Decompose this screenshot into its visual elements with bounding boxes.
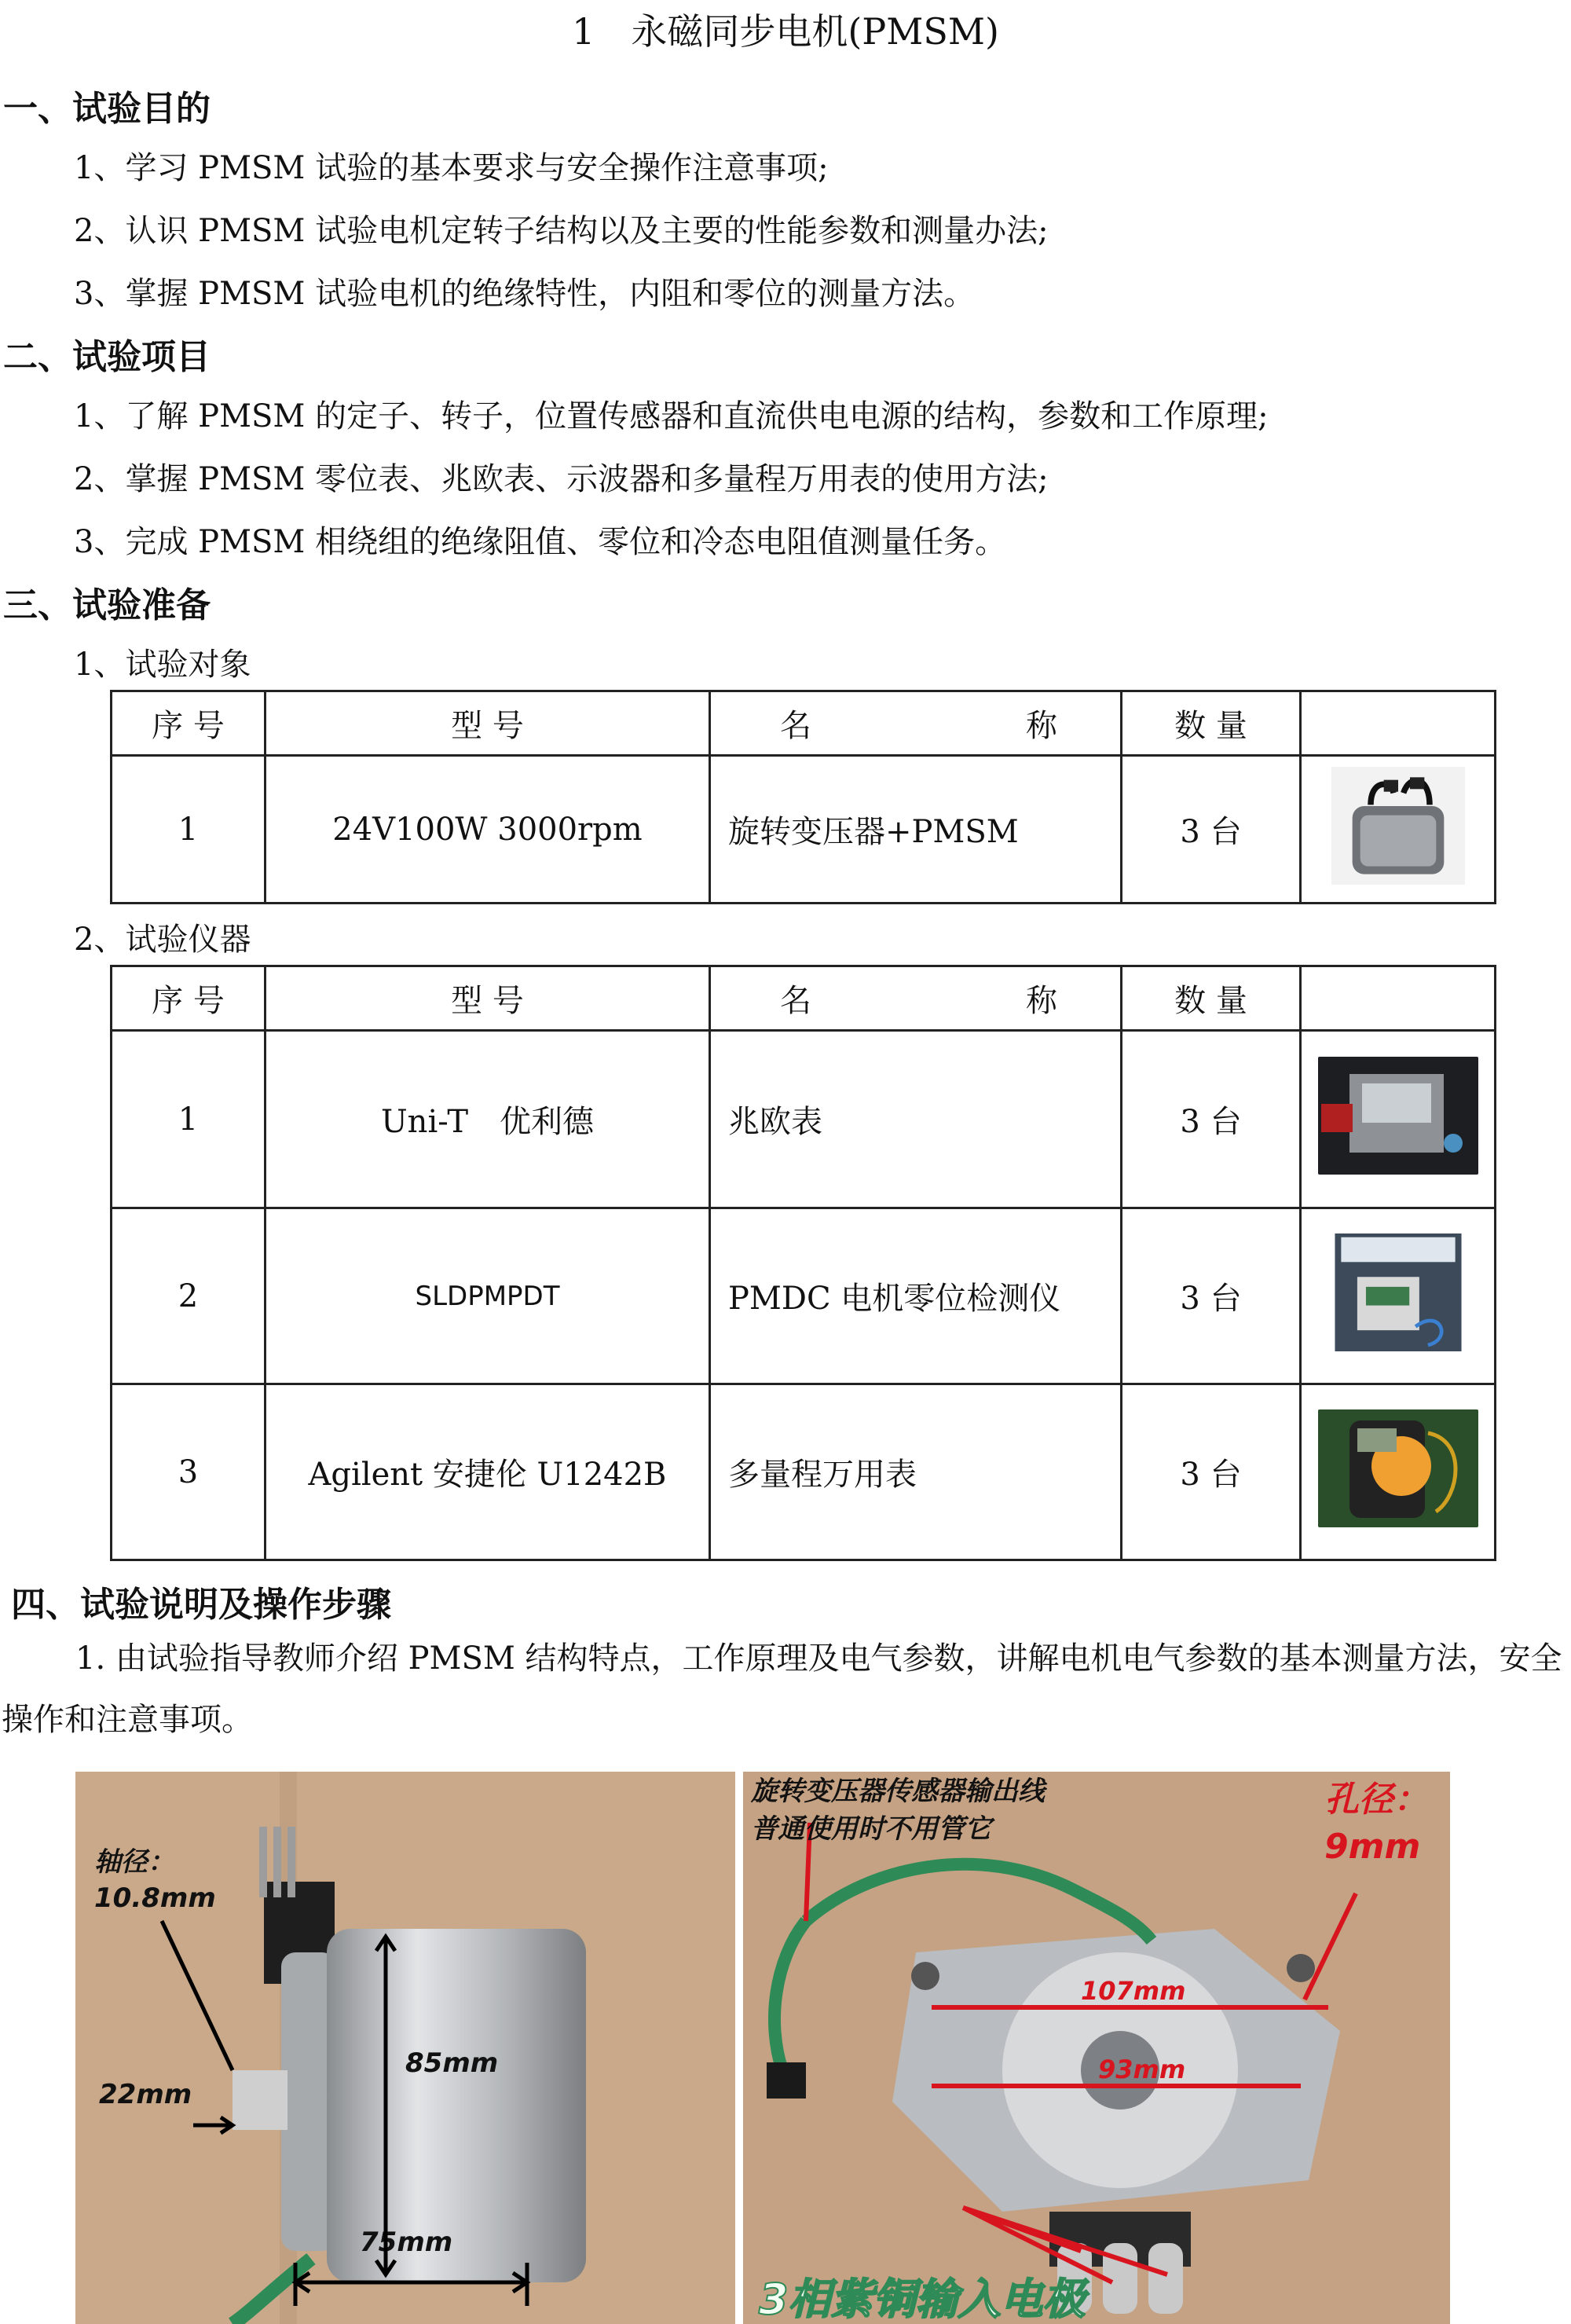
row-name: 多量程万用表 (710, 1384, 1122, 1560)
heading-objective: 一、试验目的 (3, 89, 211, 129)
motor-side-photo (75, 1772, 735, 2324)
row-index: 1 (112, 1031, 265, 1208)
project-item-1: 1、了解 PMSM 的定子、转子，位置传感器和直流供电电源的结构，参数和工作原理; (74, 398, 1269, 434)
row-qty: 3 台 (1122, 1208, 1301, 1384)
row-image (1301, 1031, 1496, 1208)
hole-diameter-value: 9mm (1324, 1827, 1421, 1867)
header-qty: 数 量 (1122, 691, 1301, 756)
header-model: 型 号 (265, 966, 710, 1031)
table-header-row (112, 691, 1496, 756)
project-item-3: 3、完成 PMSM 相绕组的绝缘阻值、零位和冷态电阻值测量任务。 (74, 524, 1007, 560)
header-image (1301, 691, 1496, 756)
table-row (112, 1208, 1496, 1384)
row-model: SLDPMPDT (265, 1208, 710, 1384)
row-index: 3 (112, 1384, 265, 1560)
header-index: 序 号 (112, 966, 265, 1031)
header-model: 型 号 (265, 691, 710, 756)
sensor-note-line-2: 普通使用时不用管它 (751, 1813, 991, 1845)
row-image (1301, 1208, 1496, 1384)
table-row (112, 756, 1496, 904)
row-image (1301, 1384, 1496, 1560)
row-qty: 3 台 (1122, 1031, 1301, 1208)
objective-item-3: 3、掌握 PMSM 试验电机的绝缘特性，内阻和零位的测量方法。 (74, 276, 976, 312)
hole-diameter-label: 孔径： (1324, 1780, 1428, 1820)
table-row (112, 1384, 1496, 1560)
heading-items: 二、试验项目 (3, 337, 211, 377)
motor-front-photo (743, 1772, 1450, 2324)
row-name: 旋转变压器+PMSM (710, 756, 1122, 904)
objective-item-2: 2、认识 PMSM 试验电机定转子结构以及主要的性能参数和测量办法; (74, 213, 1049, 249)
header-qty: 数 量 (1122, 966, 1301, 1031)
objective-item-1: 1、学习 PMSM 试验的基本要求与安全操作注意事项; (74, 150, 829, 186)
shaft-diameter-label: 轴径： (94, 1846, 174, 1878)
heading-preparation: 三、试验准备 (3, 585, 211, 625)
motor-photo-thumbnail (1318, 767, 1478, 885)
row-image (1301, 756, 1496, 904)
object-table (110, 690, 1496, 904)
page-title: 1 永磁同步电机(PMSM) (572, 10, 999, 53)
header-name: 名 称 (710, 966, 1122, 1031)
row-index: 1 (112, 756, 265, 904)
row-qty: 3 台 (1122, 1384, 1301, 1560)
shaft-diameter-value: 10.8mm (94, 1882, 216, 1914)
row-model: 24V100W 3000rpm (265, 756, 710, 904)
body-length-label: 75mm (360, 2227, 453, 2258)
row-model: Uni-T 优利德 (265, 1031, 710, 1208)
row-model: Agilent 安捷伦 U1242B (265, 1384, 710, 1560)
project-item-2: 2、掌握 PMSM 零位表、兆欧表、示波器和多量程万用表的使用方法; (74, 461, 1049, 497)
sensor-plug (767, 2062, 806, 2099)
header-image (1301, 966, 1496, 1031)
electrode-caption: 3相紫铜输入电极 (759, 2275, 1086, 2324)
zero-position-tester-thumbnail (1318, 1233, 1478, 1351)
table-row (112, 1031, 1496, 1208)
row-name: 兆欧表 (710, 1031, 1122, 1208)
instrument-table (110, 965, 1496, 1561)
row-index: 2 (112, 1208, 265, 1384)
subheading-objects: 1、试验对象 (74, 647, 251, 683)
megohmmeter-photo-thumbnail (1318, 1057, 1478, 1175)
shaft-length-label: 22mm (99, 2079, 192, 2110)
sensor-note-line-1: 旋转变压器传感器输出线 (751, 1776, 1045, 1807)
table-header-row (112, 966, 1496, 1031)
row-name: PMDC 电机零位检测仪 (710, 1208, 1122, 1384)
heading-steps: 四、试验说明及操作步骤 (11, 1585, 391, 1625)
subheading-instruments: 2、试验仪器 (74, 922, 251, 958)
header-name: 名 称 (710, 691, 1122, 756)
motor-shaft (233, 2070, 287, 2130)
header-index: 序 号 (112, 691, 265, 756)
dimension-107mm: 107mm (1081, 1976, 1186, 2006)
row-qty: 3 台 (1122, 756, 1301, 904)
dimension-93mm: 93mm (1098, 2055, 1186, 2084)
body-diameter-label: 85mm (405, 2047, 499, 2079)
steps-paragraph: 1. 由试验指导教师介绍 PMSM 结构特点，工作原理及电气参数，讲解电机电气参数的基本测量方法，安全操作和注意事项。 (2, 1640, 1562, 1738)
multimeter-photo-thumbnail (1318, 1409, 1478, 1527)
